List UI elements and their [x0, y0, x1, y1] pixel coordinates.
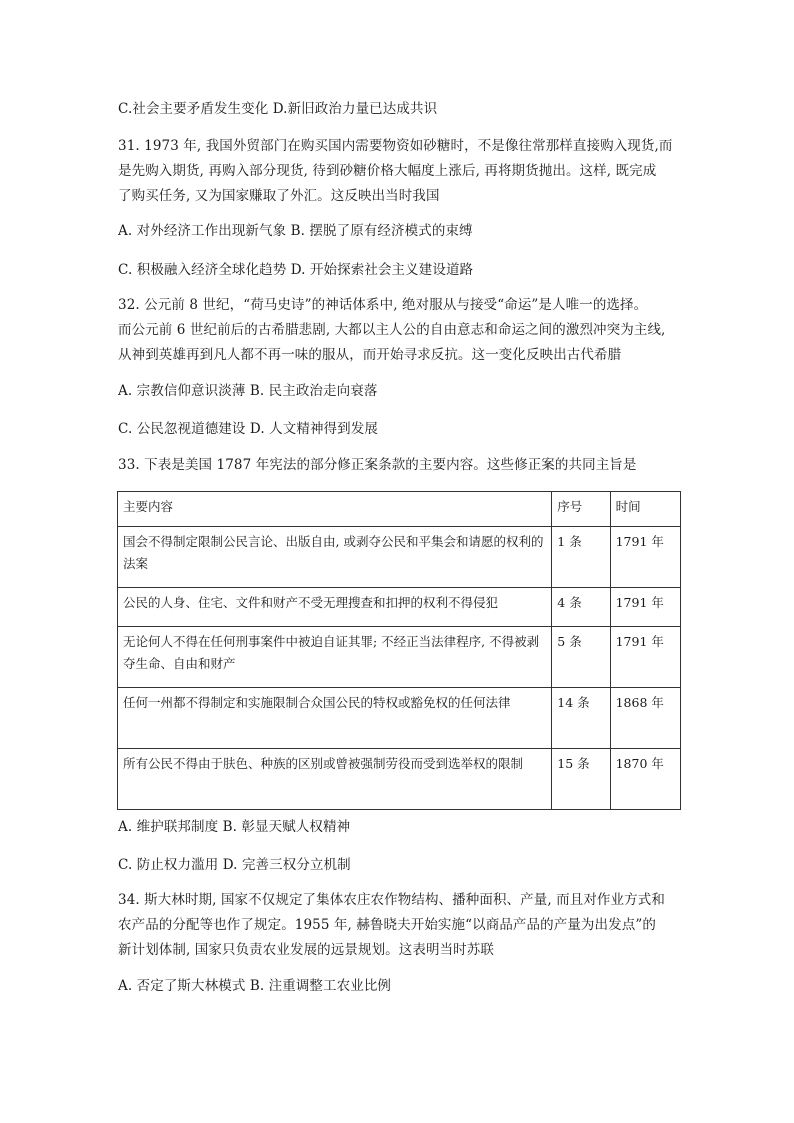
table-cell-year: 1791 年 — [610, 527, 680, 588]
table-cell-number: 5 条 — [552, 627, 610, 688]
table-cell-content: 任何一州都不得制定和实施限制合众国公民的特权或豁免权的任何法律 — [118, 688, 552, 749]
table-cell-number: 4 条 — [552, 588, 610, 627]
table-cell-number: 15 条 — [552, 749, 610, 810]
table-header-time: 时间 — [610, 492, 680, 527]
q31-options-ab: A. 对外经济工作出现新气象 B. 摆脱了原有经济模式的束缚 — [118, 223, 473, 239]
q32-stem-line-2: 而公元前 6 世纪前后的古希腊悲剧, 大都以主人公的自由意志和命运之间的激烈冲突为主线, — [118, 322, 666, 338]
q31-stem-line-2: 是先购入期货, 再购入部分现货, 待到砂糖价格大幅度上涨后, 再将期货抛出。这样, 既完成 — [118, 163, 657, 179]
table-row — [118, 688, 681, 749]
q32-stem-line-3: 从神到英雄再到凡人都不再一味的服从，而开始寻求反抗。这一变化反映出古代希腊 — [118, 347, 622, 363]
table-cell-year: 1791 年 — [610, 627, 680, 688]
table-cell-content: 所有公民不得由于肤色、种族的区别或曾被强制劳役而受到选举权的限制 — [118, 749, 552, 810]
q33-stem-line-1: 33. 下表是美国 1787 年宪法的部分修正案条款的主要内容。这些修正案的共同主旨是 — [118, 457, 637, 473]
table-cell-number: 1 条 — [552, 527, 610, 588]
amendments-table — [117, 491, 681, 810]
q33-options-cd: C. 防止权力滥用 D. 完善三权分立机制 — [118, 857, 351, 873]
q33-options-ab: A. 维护联邦制度 B. 彰显天赋人权精神 — [118, 819, 351, 835]
table-cell-number: 14 条 — [552, 688, 610, 749]
table-cell-content: 公民的人身、住宅、文件和财产不受无理搜查和扣押的权利不得侵犯 — [118, 588, 552, 627]
table-cell-year: 1870 年 — [610, 749, 680, 810]
q31-stem-line-1: 31. 1973 年, 我国外贸部门在购买国内需要物资如砂糖时，不是像往常那样直接购入现货,而 — [118, 138, 673, 154]
table-row — [118, 527, 681, 588]
table-cell-year: 1868 年 — [610, 688, 680, 749]
table-cell-content: 无论何人不得在任何刑事案件中被迫自证其罪; 不经正当法律程序, 不得被剥夺生命、自由和财产 — [118, 627, 552, 688]
q31-stem-line-3: 了购买任务, 又为国家赚取了外汇。这反映出当时我国 — [118, 188, 440, 204]
q30-options-cd: C.社会主要矛盾发生变化 D.新旧政治力量已达成共识 — [118, 101, 438, 117]
table-row — [118, 749, 681, 810]
q32-stem-line-1: 32. 公元前 8 世纪，“荷马史诗”的神话体系中, 绝对服从与接受“命运”是人唯一的选择。 — [118, 297, 648, 313]
table-row — [118, 627, 681, 688]
q32-options-cd: C. 公民忽视道德建设 D. 人文精神得到发展 — [118, 421, 378, 437]
table-cell-year: 1791 年 — [610, 588, 680, 627]
table-header-row — [118, 492, 681, 527]
q34-stem-line-3: 新计划体制, 国家只负责农业发展的远景规划。这表明当时苏联 — [118, 942, 494, 958]
q34-stem-line-1: 34. 斯大林时期, 国家不仅规定了集体农庄农作物结构、播种面积、产量, 而且对作业方式和 — [118, 892, 665, 908]
q34-stem-line-2: 农产品的分配等也作了规定。1955 年, 赫鲁晓夫开始实施“以商品产品的产量为出发点”的 — [118, 917, 656, 933]
table-row — [118, 588, 681, 627]
q31-options-cd: C. 积极融入经济全球化趋势 D. 开始探索社会主义建设道路 — [118, 262, 474, 278]
table-header-content: 主要内容 — [118, 492, 552, 527]
q32-options-ab: A. 宗教信仰意识淡薄 B. 民主政治走向衰落 — [118, 383, 378, 399]
q34-options-ab: A. 否定了斯大林模式 B. 注重调整工农业比例 — [118, 978, 392, 994]
table-cell-content: 国会不得制定限制公民言论、出版自由, 或剥夺公民和平集会和请愿的权利的法案 — [118, 527, 552, 588]
table-header-number: 序号 — [552, 492, 610, 527]
